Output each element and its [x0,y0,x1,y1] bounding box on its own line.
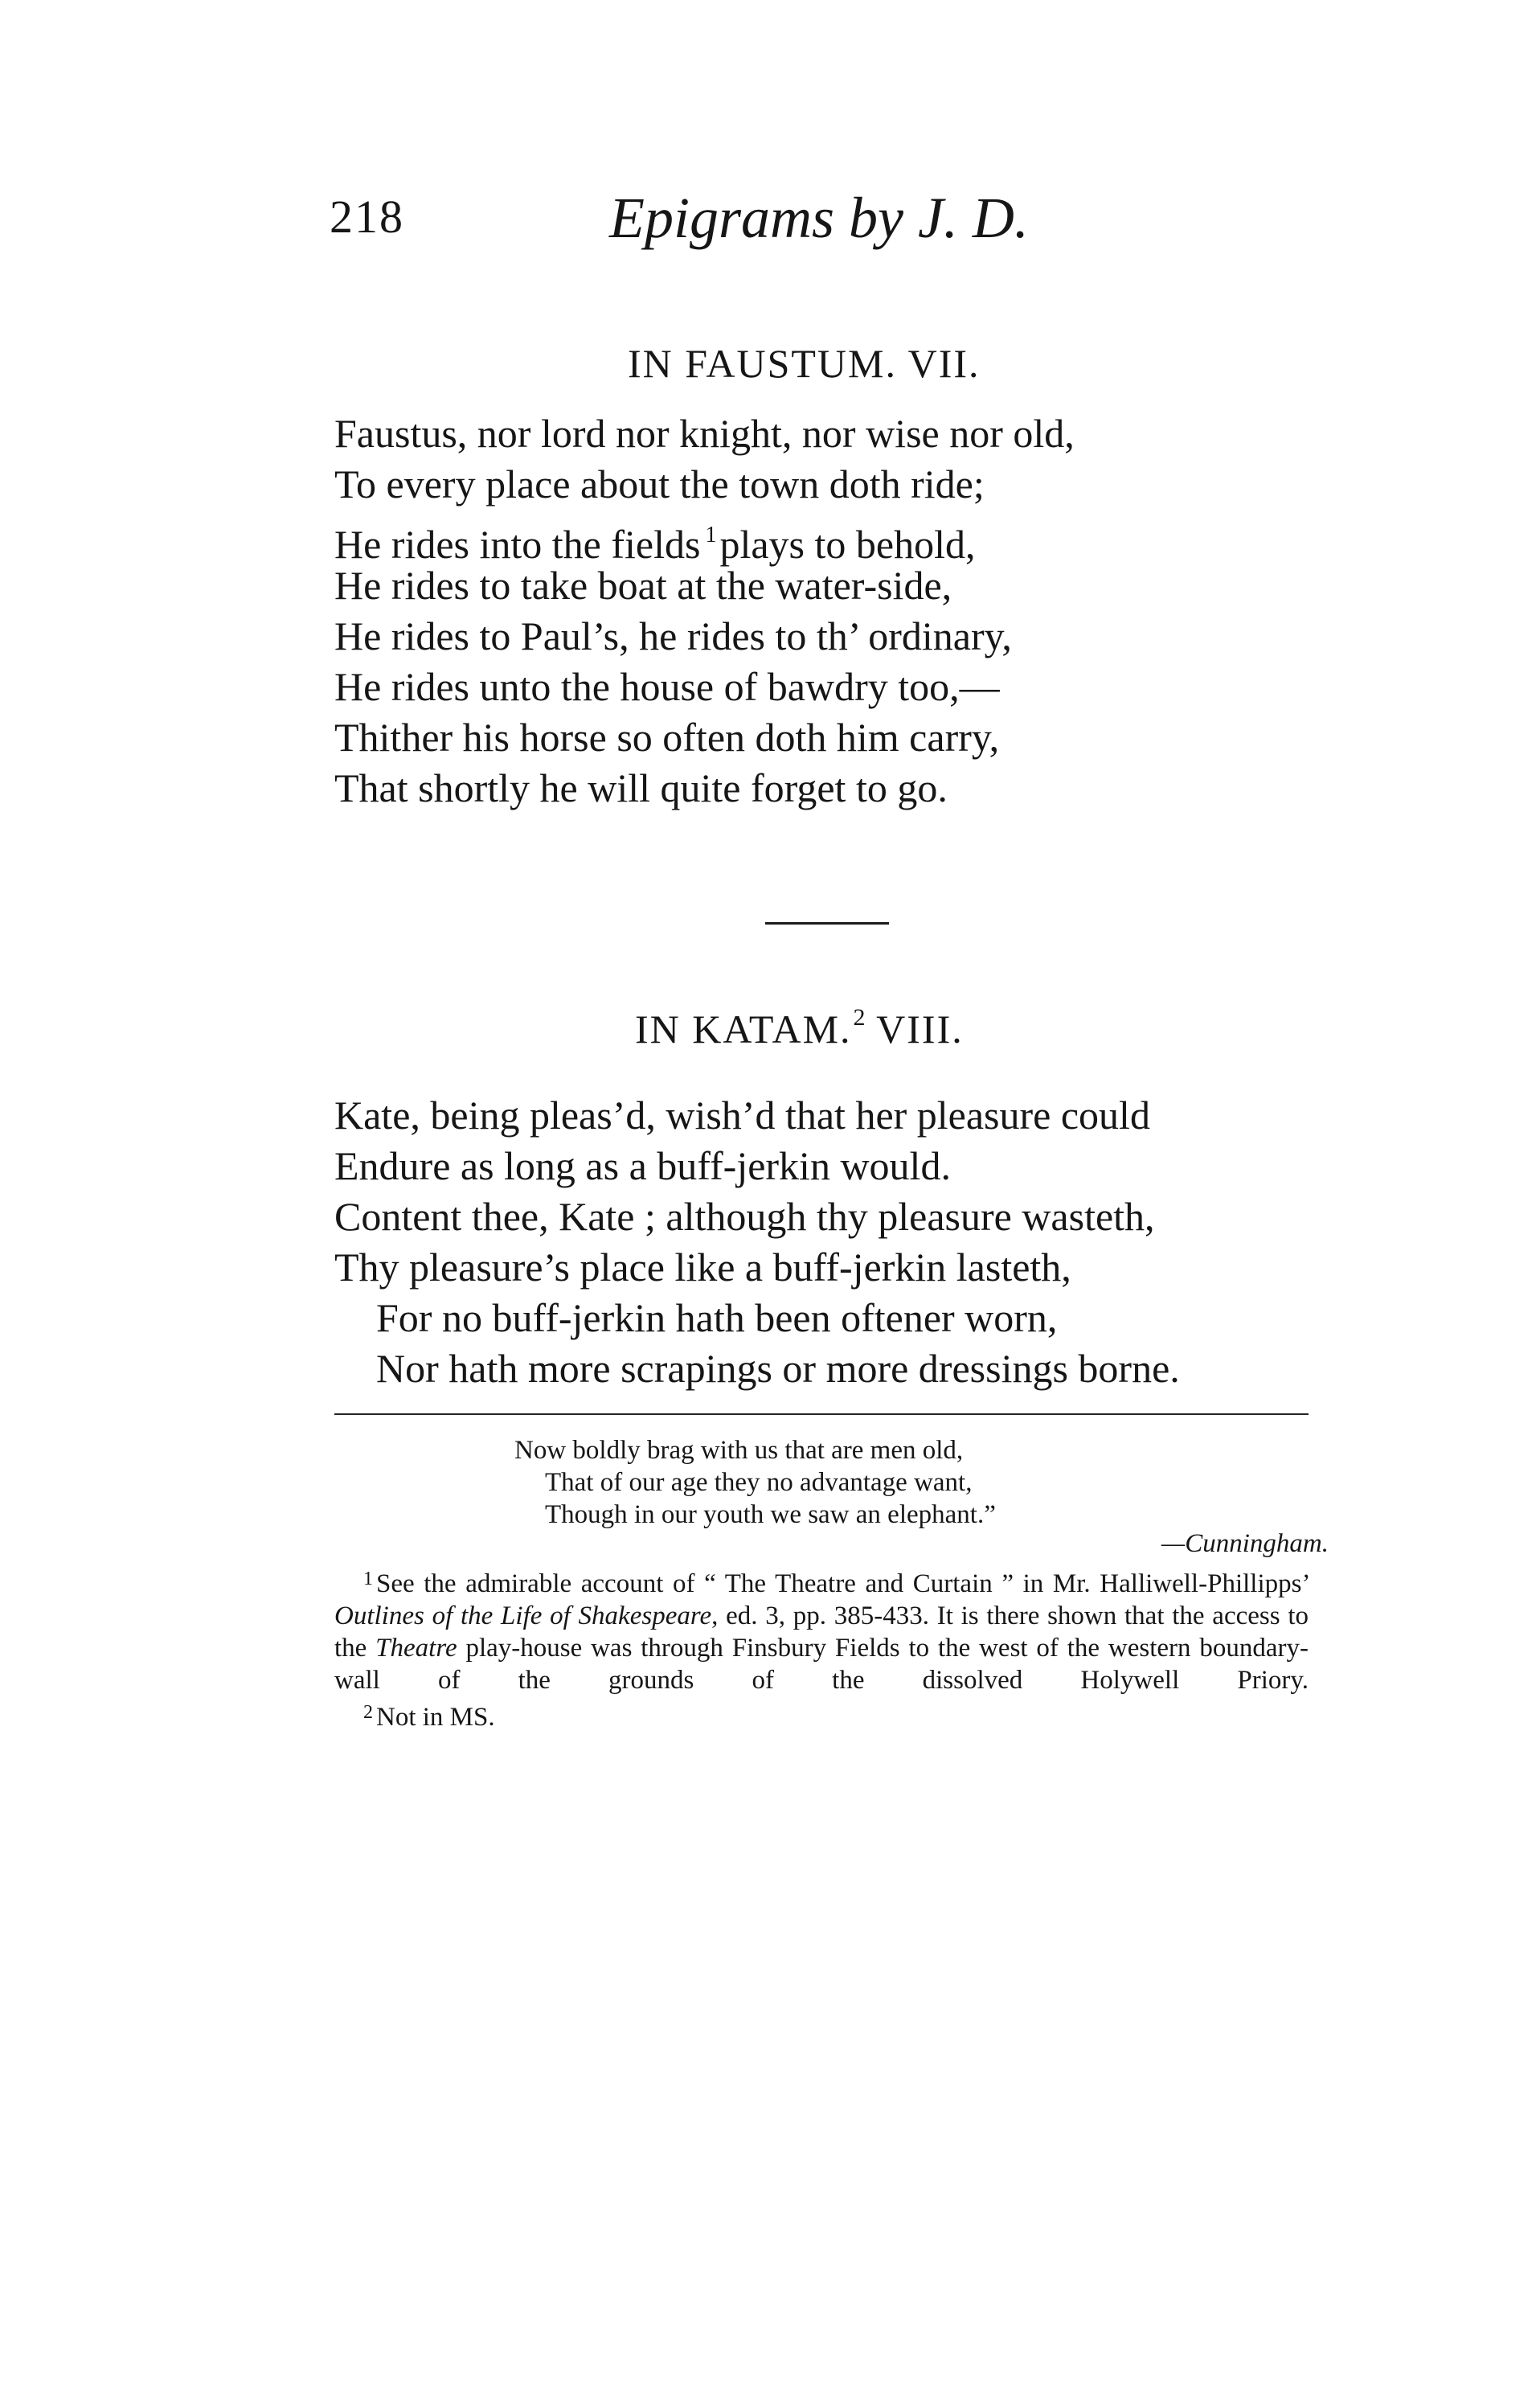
verse-line-text: He rides into the fields [334,522,701,567]
verse-line: He rides to Paul’s, he rides to th’ ordinary, [334,613,1012,658]
footnote-marker: 2 [363,1702,373,1723]
footnote-1 [334,1563,1309,1696]
epigram-7-heading: IN FAUSTUM. VII. [628,341,981,386]
epigram-8-verse [334,1090,1180,1394]
verse-line: Thy pleasure’s place like a buff-jerkin lasteth, [334,1245,1071,1290]
epigram-7-verse [334,408,1075,814]
footnotes [334,1563,1309,1733]
verse-line: Nor hath more scrapings or more dressings borne. [376,1346,1180,1391]
footnote-text: Not in MS. [376,1703,495,1732]
footnote-2 [334,1696,1309,1733]
book-title: Outlines of the Life of Shakespeare [334,1601,712,1630]
heading-text: IN KATAM. [635,1007,852,1052]
running-header [330,186,1294,262]
epigram-8-heading [635,1004,964,1052]
verse-line: For no buff-jerkin hath been oftener worn, [376,1295,1058,1340]
page-number: 218 [330,191,404,243]
verse-line: Kate, being pleas’d, wish’d that her pleasure could [334,1093,1150,1138]
footnote-text: play-house was through Finsbury Fields to the west of the western boundary-wall of the grounds of the dissolved Holywell Priory. [334,1634,1309,1695]
theatre-title: Theatre [375,1634,457,1663]
quote-citation: —Cunningham. [1161,1529,1329,1558]
heading-text: VIII. [876,1007,964,1052]
verse-line-text: plays to behold, [719,522,976,567]
footnote-text: , ed. 3, pp. 385-433. It is there shown that the access to the [334,1601,1309,1663]
footnote-text: See the admirable account of “ The Theatre and Curtain ” in Mr. Halliwell-Phillipps’ [376,1569,1309,1598]
footnote-marker: 1 [363,1569,373,1589]
verse-line: He rides unto the house of bawdry too,— [334,664,1000,709]
quote-line: Though in our youth we saw an elephant.” [545,1500,996,1529]
running-title: Epigrams by J. D. [609,186,1029,250]
footnote-rule [334,1413,1309,1415]
verse-line: Content thee, Kate ; although thy pleasure wasteth, [334,1194,1155,1239]
footnote-marker: 1 [705,523,717,547]
verse-line: He rides to take boat at the water-side, [334,563,952,608]
footnote-quote [514,1434,996,1531]
verse-line: Endure as long as a buff-jerkin would. [334,1143,951,1188]
section-divider [765,922,889,925]
verse-line: That shortly he will quite forget to go. [334,765,948,810]
verse-line [334,510,1075,567]
verse-line: To every place about the town doth ride; [334,461,985,506]
quote-line: That of our age they no advantage want, [545,1468,973,1497]
verse-line: Thither his horse so often doth him carry, [334,715,1000,760]
verse-line: Faustus, nor lord nor knight, nor wise nor old, [334,411,1075,456]
quote-line: Now boldly brag with us that are men old, [514,1436,964,1465]
footnote-marker: 2 [853,1004,866,1031]
